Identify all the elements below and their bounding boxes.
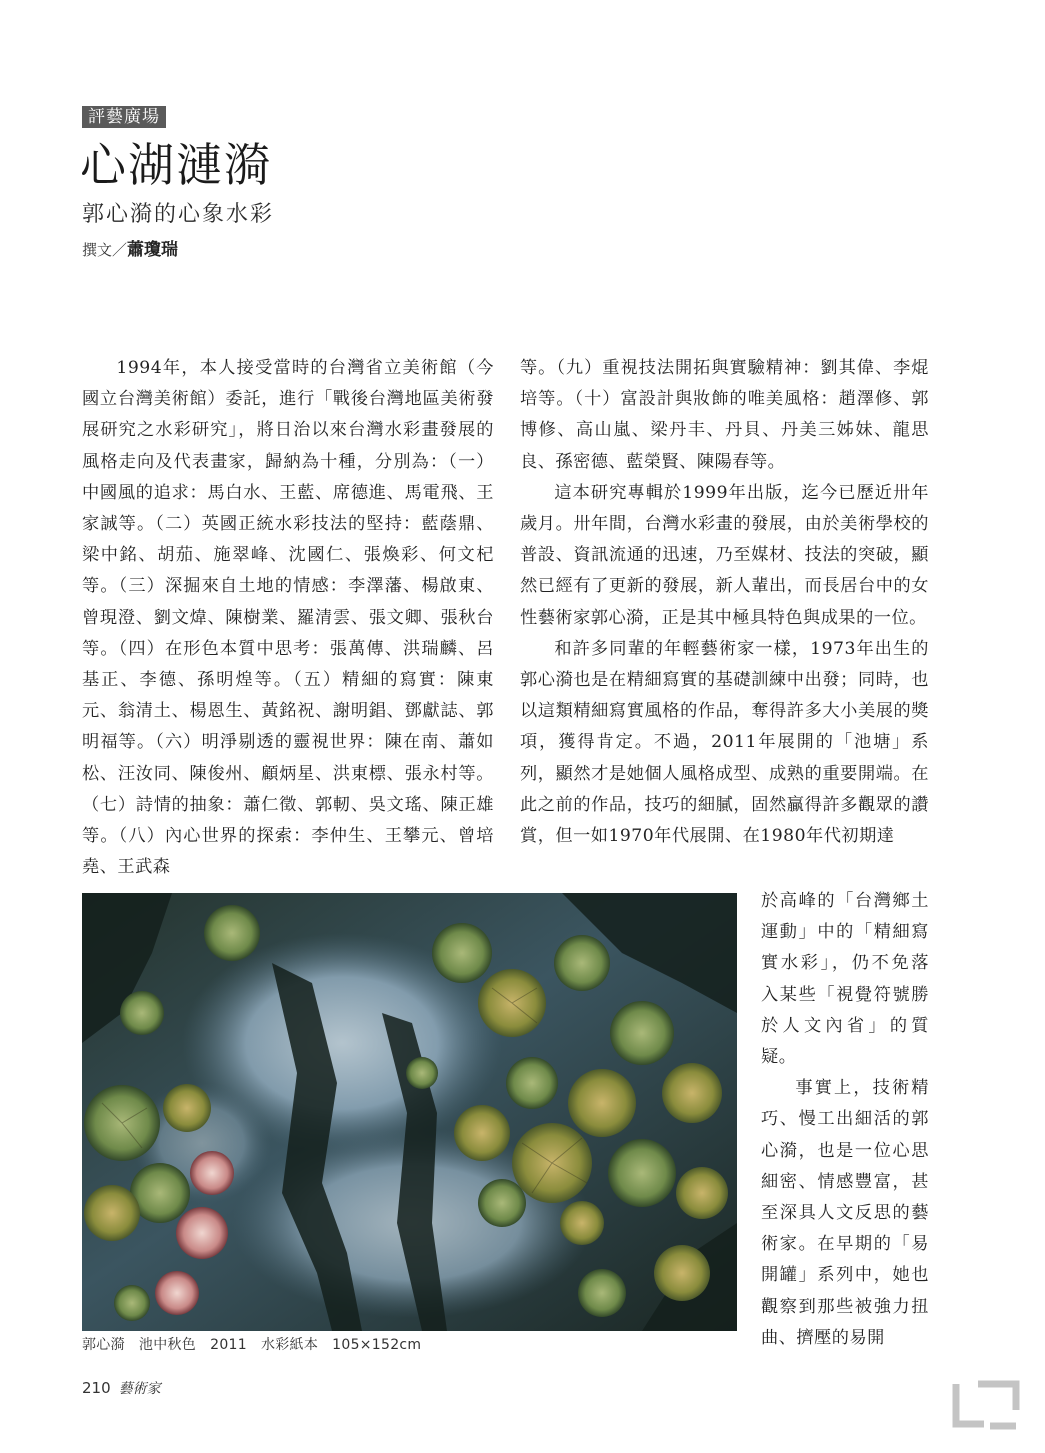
narrow-column	[761, 886, 929, 1354]
corner-logo-icon	[950, 1380, 1022, 1432]
magazine-name: 藝術家	[118, 1381, 161, 1397]
paragraph-intro: 1994年，本人接受當時的台灣省立美術館（今國立台灣美術館）委託，進行「戰後台灣地區美術發展研究之水彩研究」，將日治以來台灣水彩畫發展的風格走向及代表畫家，歸納為十種，分別為：（一）中國風的追求：馬白水、王藍、席德進、馬電飛、王家誠等。（二）英國正統水彩技法的堅持：藍蔭鼎、梁中銘、胡茄、施翠峰、沈國仁、張煥彩、何文杞等。（三）深掘來自土地的情感：李澤藩、楊啟東、曾現澄、劉文煒、陳樹業、羅清雲、張文卿、張秋台等。（四）在形色本質中思考：張萬傳、洪瑞麟、呂基正、李德、孫明煌等。（五）精細的寫實：陳東元、翁清土、楊恩生、黃銘祝、謝明錩、鄧獻誌、郭明福等。（六）明淨剔透的靈視世界：陳在南、蕭如松、汪汝同、陳俊州、顧炳星、洪東標、張永村等。（七）詩情的抽象：蕭仁徵、郭軔、吳文瑤、陳正雄等。（八）內心世界的探索：李仲生、王攀元、曾培堯、王武森	[82, 358, 494, 878]
painting-image	[82, 893, 737, 1331]
paragraph-narrow-continuation: 於高峰的「台灣鄉土運動」中的「精細寫實水彩」，仍不免落入某些「視覺符號勝於人文內省」的質疑。	[761, 891, 929, 1068]
caption-year: 2011	[210, 1337, 247, 1353]
caption-title: 池中秋色	[138, 1337, 197, 1353]
article-subtitle: 郭心漪的心象水彩	[82, 202, 275, 227]
author-name: 蕭瓊瑞	[127, 240, 179, 260]
page-number: 210	[82, 1379, 111, 1397]
page-footer	[82, 1377, 161, 1400]
section-tag: 評藝廣場	[82, 106, 166, 128]
paragraph-continuation: 等。（九）重視技法開拓與實驗精神：劉其偉、李焜培等。（十）富設計與妝飾的唯美風格：趙澤修、郭博修、高山嵐、梁丹丰、丹貝、丹美三姊妹、龍思良、孫密德、藍榮賢、陳陽春等。	[520, 358, 929, 472]
paragraph-artist-background: 和許多同輩的年輕藝術家一樣，1973年出生的郭心漪也是在精細寫實的基礎訓練中出發；同時，也以這類精細寫實風格的作品，奪得許多大小美展的獎項，獲得肯定。不過，2011年展開的「池塘」系列，顯然才是她個人風格成型、成熟的重要開端。在此之前的作品，技巧的細膩，固然贏得許多觀眾的讚賞，但一如1970年代展開、在1980年代初期達	[520, 638, 929, 847]
right-column	[520, 353, 929, 852]
paragraph-publication: 這本研究專輯於1999年出版，迄今已歷近卅年歲月。卅年間，台灣水彩畫的發展，由於美術學校的普設、資訊流通的迅速，乃至媒材、技法的突破，顯然已經有了更新的發展，新人輩出，而長居台中的女性藝術家郭心漪，正是其中極具特色與成果的一位。	[520, 482, 929, 628]
byline	[82, 238, 178, 262]
paragraph-narrow: 事實上，技術精巧、慢工出細活的郭心漪，也是一位心思細密、情感豐富，甚至深具人文反思的藝術家。在早期的「易開罐」系列中，她也觀察到那些被強力扭曲、擠壓的易開	[761, 1078, 929, 1348]
caption-artist: 郭心漪	[82, 1337, 125, 1353]
caption-medium: 水彩紙本	[260, 1337, 319, 1353]
byline-label: 撰文／	[82, 241, 128, 259]
article-title: 心湖漣漪	[80, 138, 272, 192]
figure-caption	[82, 1335, 435, 1355]
caption-size: 105×152cm	[332, 1337, 422, 1353]
left-column	[82, 353, 494, 883]
pond-painting	[82, 893, 737, 1331]
